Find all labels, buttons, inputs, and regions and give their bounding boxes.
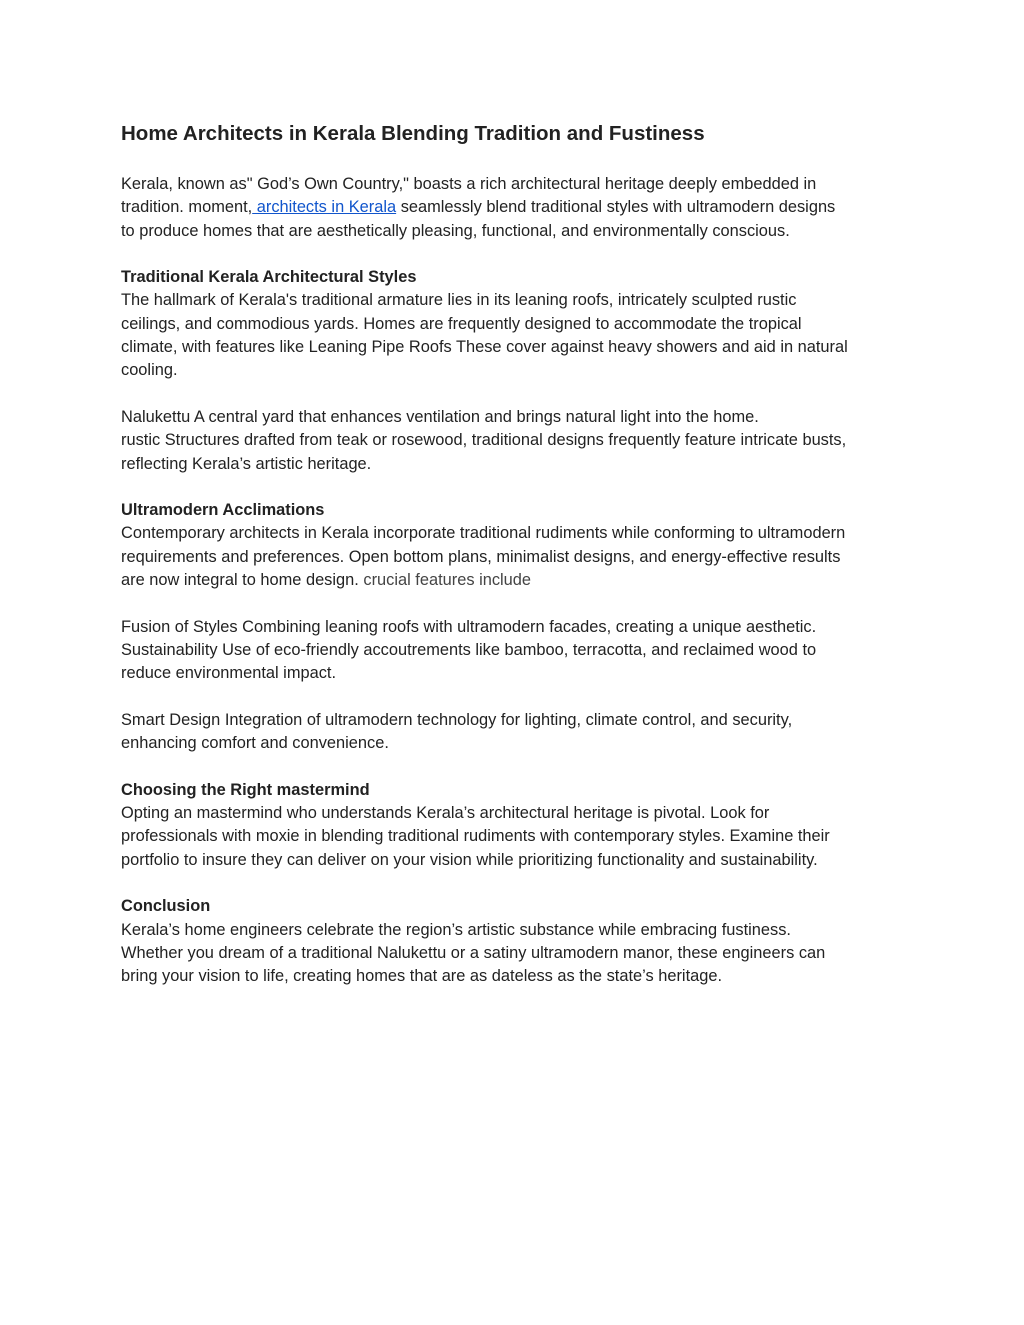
- body-line: Sustainability Use of eco-friendly accoutrements like bamboo, terracotta, and reclaimed wood to: [121, 640, 817, 659]
- smart-design-paragraph: [121, 709, 921, 756]
- intro-line: [121, 196, 921, 219]
- ultramodern-section: [121, 499, 921, 592]
- body-line: Whether you dream of a traditional Nalukettu or a satiny ultramodern manor, these engineers can: [121, 943, 826, 962]
- body-line: reflecting Kerala’s artistic heritage.: [121, 454, 372, 473]
- section-heading: Ultramodern Acclimations: [121, 501, 325, 520]
- body-line: Contemporary architects in Kerala incorporate traditional rudiments while conforming to ultramodern: [121, 524, 846, 543]
- section-heading: Choosing the Right mastermind: [121, 780, 370, 799]
- body-line: Smart Design Integration of ultramodern technology for lighting, climate control, and security,: [121, 710, 793, 729]
- body-line: cooling.: [121, 361, 178, 380]
- traditional-section: [121, 266, 921, 382]
- document-body: [121, 119, 921, 988]
- nalukettu-paragraph: [121, 406, 921, 476]
- architects-in-kerala-link[interactable]: architects in Kerala: [252, 198, 397, 217]
- body-line: professionals with moxie in blending traditional rudiments with contemporary styles. Examine their: [121, 827, 830, 846]
- body-line: rustic Structures drafted from teak or rosewood, traditional designs frequently feature intricate busts,: [121, 431, 847, 450]
- body-line: Opting an mastermind who understands Kerala’s architectural heritage is pivotal. Look for: [121, 804, 770, 823]
- fusion-paragraph: [121, 616, 921, 686]
- body-line: Nalukettu A central yard that enhances ventilation and brings natural light into the home.: [121, 407, 759, 426]
- section-heading: Conclusion: [121, 897, 211, 916]
- intro-line: to produce homes that are aesthetically pleasing, functional, and environmentally conscious.: [121, 221, 790, 240]
- body-text: are now integral to home design.: [121, 571, 364, 590]
- body-line: enhancing comfort and convenience.: [121, 734, 389, 753]
- body-line: bring your vision to life, creating homes that are as dateless as the state’s heritage.: [121, 967, 723, 986]
- body-line: reduce environmental impact.: [121, 664, 337, 683]
- body-line: portfolio to insure they can deliver on your vision while prioritizing functionality and sustainability.: [121, 850, 818, 869]
- choosing-section: [121, 779, 921, 872]
- body-line: climate, with features like Leaning Pipe Roofs These cover against heavy showers and aid in natural: [121, 338, 848, 357]
- body-line: [121, 569, 921, 592]
- body-line: The hallmark of Kerala's traditional armature lies in its leaning roofs, intricately sculpted rustic: [121, 291, 797, 310]
- intro-text: tradition. moment,: [121, 198, 253, 217]
- intro-text: seamlessly blend traditional styles with ultramodern designs: [396, 198, 836, 217]
- body-line: ceilings, and commodious yards. Homes are frequently designed to accommodate the tropical: [121, 314, 802, 333]
- page-title: Home Architects in Kerala Blending Tradition and Fustiness: [121, 122, 705, 145]
- conclusion-section: [121, 895, 921, 988]
- intro-line: Kerala, known as" God’s Own Country," boasts a rich architectural heritage deeply embedded in: [121, 175, 817, 193]
- features-lead-in: crucial features include: [363, 571, 532, 590]
- intro-paragraph: [121, 173, 921, 243]
- section-heading: Traditional Kerala Architectural Styles: [121, 268, 417, 287]
- body-line: Kerala’s home engineers celebrate the region’s artistic substance while embracing fustiness.: [121, 920, 791, 939]
- body-line: Fusion of Styles Combining leaning roofs with ultramodern facades, creating a unique aesthetic.: [121, 617, 817, 636]
- body-line: requirements and preferences. Open bottom plans, minimalist designs, and energy-effective results: [121, 547, 841, 566]
